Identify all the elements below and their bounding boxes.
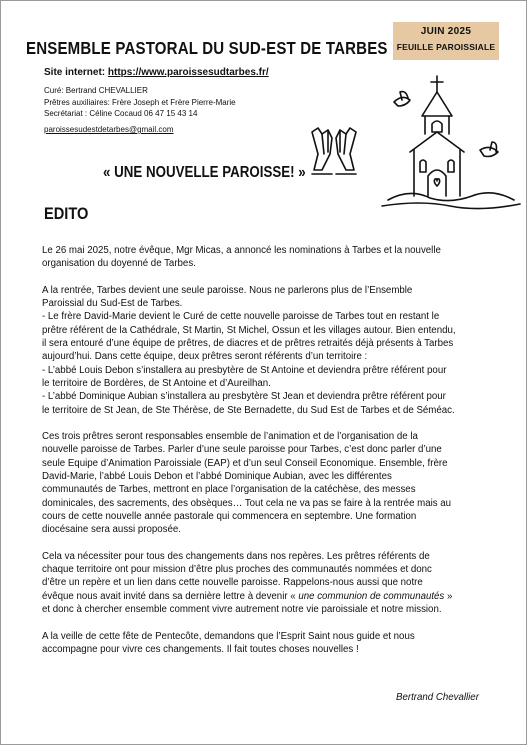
paragraph-4 (42, 550, 494, 616)
church-icon (380, 72, 522, 212)
badge-month: JUIN 2025 (420, 26, 472, 37)
edito-body (42, 244, 494, 670)
text-line: Paroissial du Sud-Est de Tarbes. (42, 298, 183, 310)
signature: Bertrand Chevallier (396, 692, 479, 703)
text-line: prêtre référent de la Cathédrale, St Martin, St Michel, Ossun et les villages autour. Bien entendu, (42, 324, 456, 336)
text-line: Cela va nécessiter pour tous des changements dans nos repères. Les prêtres référents de (42, 550, 430, 562)
dove-icon-right (480, 142, 498, 157)
website-link[interactable]: https://www.paroissesudtarbes.fr/ (107, 67, 269, 78)
website-line (44, 67, 269, 78)
text-run: » (444, 590, 453, 602)
badge-subtitle: FEUILLE PAROISSIALE (396, 42, 496, 52)
text-line: - L’abbé Louis Debon s’installera au presbytère de St Antoine et deviendra prêtre référent pour (42, 364, 447, 376)
text-line: nouvelle paroisse de Tarbes. Parler d’une seule paroisse pour Tarbes, c’est donc parler d’une (42, 444, 442, 456)
quote-emphasis: une communion de communautés (298, 590, 445, 602)
date-badge (393, 22, 499, 60)
headline: « UNE NOUVELLE PAROISSE! » (103, 164, 306, 181)
praying-hands-icon (306, 124, 362, 178)
text-line: d’être un repère et un lien dans cette nouvelle paroisse. Rappelons-nous aussi que notre (42, 577, 423, 589)
text-line: A la rentrée, Tarbes devient une seule paroisse. Nous ne parlerons plus de l’Ensemble (42, 284, 413, 296)
paragraph-1 (42, 244, 494, 271)
text-run: évêque nous avait invité dans sa dernière lettre à devenir « (42, 590, 299, 602)
text-line: et donc à chercher ensemble comment vivre autrement notre vie paroissiale et notre mission. (42, 604, 442, 616)
text-line: le territoire de St Jean, de Ste Thérèse, de Ste Bernadette, du Sud Est de Tarbes et de Séméac. (42, 404, 455, 416)
paragraph-5 (42, 630, 494, 657)
paragraph-2 (42, 284, 494, 417)
section-title: EDITO (44, 204, 89, 223)
cure-line: Curé: Bertrand CHEVALLIER (44, 86, 148, 95)
text-line: aujourd’hui. Dans cette équipe, deux prêtres seront référents d’un territoire : (42, 351, 368, 363)
text-line: A la veille de cette fête de Pentecôte, demandons que l’Esprit Saint nous guide et nous (42, 630, 415, 642)
website-label: Site internet: (44, 67, 106, 78)
text-line: communautés de Tarbes, mettront en place l’organisation de la catéchèse, des messes (42, 484, 416, 496)
text-line: organisation du doyenné de Tarbes. (42, 258, 196, 270)
text-line: diocésaine sera aussi proposée. (42, 524, 181, 536)
text-line: dominicales, des sacrements, des obsèques… Tout cela ne va pas se faire à la rentrée mais au (42, 497, 452, 509)
text-line: - Le frère David-Marie devient le Curé de cette nouvelle paroisse de Tarbes tout en restant le (42, 311, 440, 323)
secretariat-line: Secrétariat : Céline Cocaud 06 47 15 43 14 (44, 109, 198, 118)
pretres-line: Prêtres auxiliaires: Frère Joseph et Frère Pierre-Marie (44, 97, 236, 107)
text-line: chaque territoire ont pour mission d’être plus proches des communautés nommées et donc (42, 564, 432, 576)
text-line: seule Equipe d’Animation Paroissiale (EAP) et d’un seul Conseil Economique. Ensemble, frère (42, 457, 448, 469)
text-line: il sera entouré d’une équipe de prêtres, de diacres et de prêtres retraités déjà présents à Tarbes (42, 338, 454, 350)
text-line: Ces trois prêtres seront responsables ensemble de l’animation et de l’organisation de la (42, 431, 418, 443)
text-line: cours de cette nouvelle année pastorale qui commencera en septembre. Une formation (42, 510, 417, 522)
text-line (42, 590, 494, 603)
page-title: ENSEMBLE PASTORAL DU SUD-EST DE TARBES (26, 38, 388, 58)
text-line: - L’abbé Dominique Aubian s’installera au presbytère St Jean et deviendra prêtre référent pour (42, 391, 446, 403)
dove-icon (394, 92, 410, 106)
paragraph-3 (42, 430, 494, 536)
text-line: accompagne pour vivre ces changements. Il fait toutes choses nouvelles ! (42, 643, 359, 655)
contact-block (44, 85, 236, 120)
email-link[interactable]: paroissesudestdetarbes@gmail.com (44, 125, 174, 134)
text-line: Le 26 mai 2025, notre évêque, Mgr Micas, a annoncé les nominations à Tarbes et la nouvelle (42, 245, 441, 256)
text-line: David-Marie, l’abbé Louis Debon et l’abbé Dominique Aubian, avec les différentes (42, 471, 392, 483)
text-line: le territoire de Bordères, de St Antoine et d’Aureilhan. (42, 377, 271, 389)
